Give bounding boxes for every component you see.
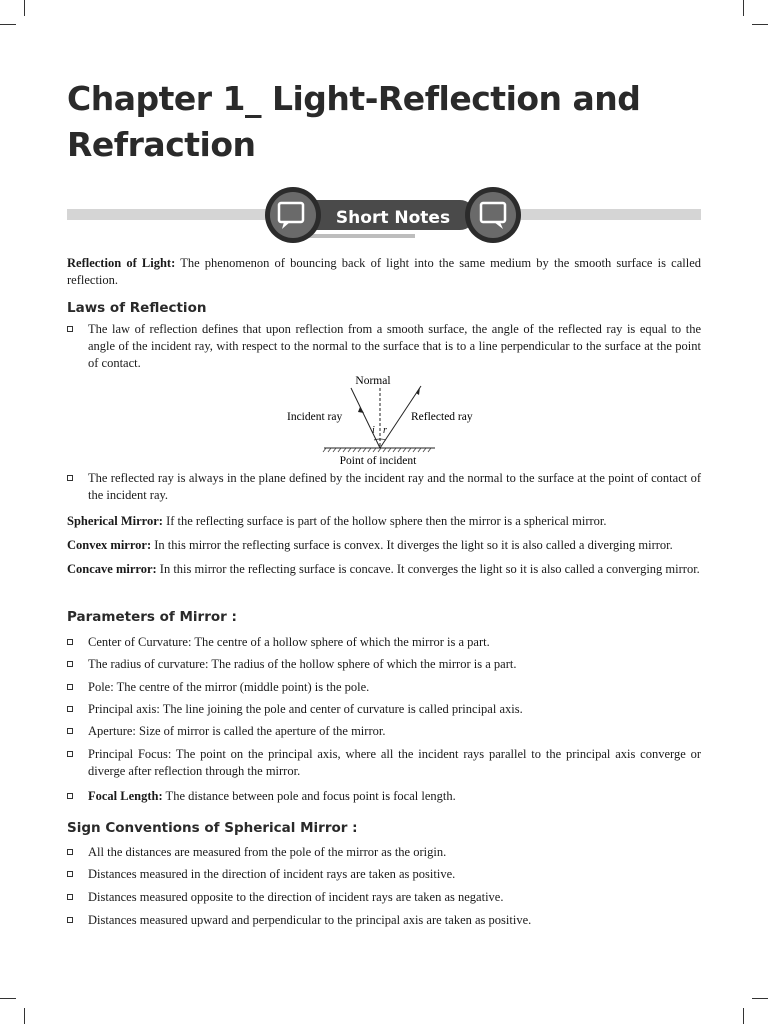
bullet-icon: [67, 849, 73, 855]
reflected-ray-label: Reflected ray: [411, 411, 473, 423]
spherical-mirror-definition: Spherical Mirror: If the reflecting surface is part of the hollow sphere then the mirror is a spherical mirror.: [67, 514, 607, 528]
crop-mark: [752, 24, 768, 25]
laws-heading: Laws of Reflection: [67, 300, 207, 316]
bullet-icon: [67, 917, 73, 923]
bullet-icon: [67, 684, 73, 690]
list-item: Principal axis: The line joining the pole and center of curvature is called principal axis.: [67, 701, 701, 718]
banner-label: Short Notes: [335, 208, 451, 228]
list-item: The radius of curvature: The radius of the hollow sphere of which the mirror is a part.: [67, 656, 701, 673]
crop-mark: [24, 0, 25, 16]
list-item: The reflected ray is always in the plane defined by the incident ray and the normal to the surface at the point of contact of the incident ray.: [67, 470, 701, 504]
incident-ray-label: Incident ray: [287, 411, 343, 423]
point-of-incident-label: Point of incident: [339, 455, 417, 467]
bullet-icon: [67, 793, 73, 799]
angle-i-label: i: [372, 425, 375, 436]
crop-mark: [743, 1008, 744, 1024]
crop-mark: [24, 1008, 25, 1024]
chat-left-icon: [265, 187, 321, 243]
bullet-icon: [67, 751, 73, 757]
list-item: All the distances are measured from the pole of the mirror as the origin.: [67, 844, 701, 861]
reflected-arrow: [416, 387, 420, 395]
mirror-surface: [323, 448, 431, 452]
parameters-heading: Parameters of Mirror :: [67, 609, 237, 625]
bullet-icon: [67, 728, 73, 734]
crop-mark: [752, 998, 768, 999]
list-item: Principal Focus: The point on the principal axis, where all the incident rays parallel to the principal axis converge or diverge after reflection through the mirror.: [67, 746, 701, 780]
normal-label: Normal: [355, 375, 391, 387]
list-item: Distances measured opposite to the direction of incident rays are taken as negative.: [67, 889, 701, 906]
list-item: Distances measured upward and perpendicular to the principal axis are taken as positive.: [67, 912, 701, 929]
list-item: The law of reflection defines that upon reflection from a smooth surface, the angle of the reflected ray is equal to the angle of the incident ray, with respect to the normal to the surface that is to a line perpendicular to the surface at the point of contact.: [67, 321, 701, 372]
chat-right-icon: [465, 187, 521, 243]
page-title: Chapter 1_ Light-Reflection and Refraction: [67, 79, 641, 164]
list-item: Pole: The centre of the mirror (middle point) is the pole.: [67, 679, 701, 696]
bullet-icon: [67, 661, 73, 667]
bullet-icon: [67, 706, 73, 712]
crop-mark: [743, 0, 744, 16]
bullet-icon: [67, 894, 73, 900]
bullet-icon: [67, 326, 73, 332]
sign-conventions-heading: Sign Conventions of Spherical Mirror :: [67, 820, 358, 836]
bullet-icon: [67, 639, 73, 645]
list-item: Center of Curvature: The centre of a hollow sphere of which the mirror is a part.: [67, 634, 701, 651]
incident-ray-line: [351, 388, 380, 448]
convex-mirror-definition: Convex mirror: In this mirror the reflecting surface is convex. It diverges the light so it is also called a diverging mirror.: [67, 538, 673, 552]
bullet-icon: [67, 871, 73, 877]
list-item: Aperture: Size of mirror is called the aperture of the mirror.: [67, 723, 701, 740]
reflection-definition: Reflection of Light: The phenomenon of bouncing back of light into the same medium by the smooth surface is called reflection.: [67, 256, 701, 287]
reflection-diagram: [280, 370, 490, 470]
list-item: Distances measured in the direction of incident rays are taken as positive.: [67, 866, 701, 883]
crop-mark: [0, 24, 16, 25]
bullet-icon: [67, 475, 73, 481]
concave-mirror-definition: Concave mirror: In this mirror the reflecting surface is concave. It converges the light so it is also called a converging mirror.: [67, 562, 700, 576]
short-notes-banner: [0, 182, 768, 252]
crop-mark: [0, 998, 16, 999]
list-item: Focal Length: The distance between pole and focus point is focal length.: [67, 788, 701, 805]
angle-r-label: r: [383, 425, 387, 436]
